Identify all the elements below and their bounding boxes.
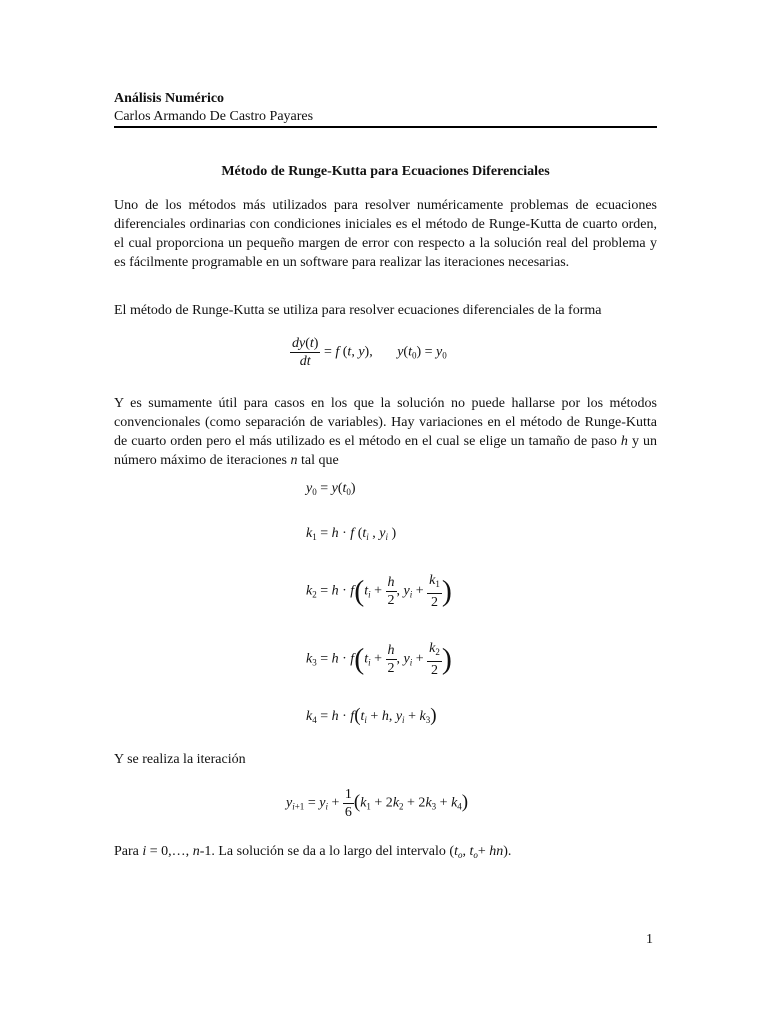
k4-equation: $k_4 = h \cdot f(t_i + h$, $y_i + k_3$) [306, 705, 437, 726]
dy-dt-fraction: $\frac{dy(t)}{dt}$ [292, 336, 319, 369]
final-paragraph: Para i = 0,…, n-1. La solución se da a lo largo del intervalo ($t_o$, $t_o+ hn$). [114, 844, 512, 860]
k2-equation: $k_2 = h \cdot f(t_i$ + $\frac{h}{2}$ , $y_i$ + $\frac{k_1}{2}$ ) [306, 573, 452, 610]
iteration-equation: $y_{i+1} = y_i$ + $\frac{1}{6}$ $(k_1 + 2k_2 + 2k_3 + k_4)$ [286, 787, 469, 820]
author-name: Carlos Armando De Castro Payares [114, 109, 314, 124]
page-number: 1 [646, 932, 653, 947]
k3-equation: $k_3 = h \cdot f(t_i$ + $\frac{h}{2}$ , $y_i$ + $\frac{k_2}{2}$ ) [306, 641, 452, 678]
k1-equation: $k_1 = h \cdot f$ ($t_i$ , $y_i$ ) [306, 526, 397, 542]
form-paragraph: El método de Runge-Kutta se utiliza para resolver ecuaciones diferenciales de la forma [114, 303, 602, 318]
header-rule [114, 126, 657, 128]
course-title: Análisis Numérico [114, 91, 225, 106]
iteration-paragraph: Y se realiza la iteración [114, 752, 246, 767]
ode-equation: $\frac{dy(t)}{dt}$ = f (t, y), $y(t_0) = y_0$ [292, 336, 447, 369]
usage-paragraph: Y es sumamente útil para casos en los que la solución no puede hallarse por los métodos convencionales (como separación de variables). Hay variaciones en el método de Runge-Kutta de cuarto orden pero el más utilizado es el método en el cual se elige un tamaño de paso h y un número máximo de iteraciones n tal que [114, 396, 658, 468]
document-title: Método de Runge-Kutta para Ecuaciones Diferenciales [221, 164, 550, 179]
y0-equation: $y_0 = y(t_0)$ [306, 481, 356, 497]
intro-paragraph: Uno de los métodos más utilizados para resolver numéricamente problemas de ecuaciones diferenciales ordinarias con condiciones iniciales es el método de Runge-Kutta de cuarto orden, el cual proporciona un pequeño margen de error con respecto a la solución real del problema y es fácilmente programable en un software para realizar las iteraciones necesarias. [114, 198, 657, 270]
